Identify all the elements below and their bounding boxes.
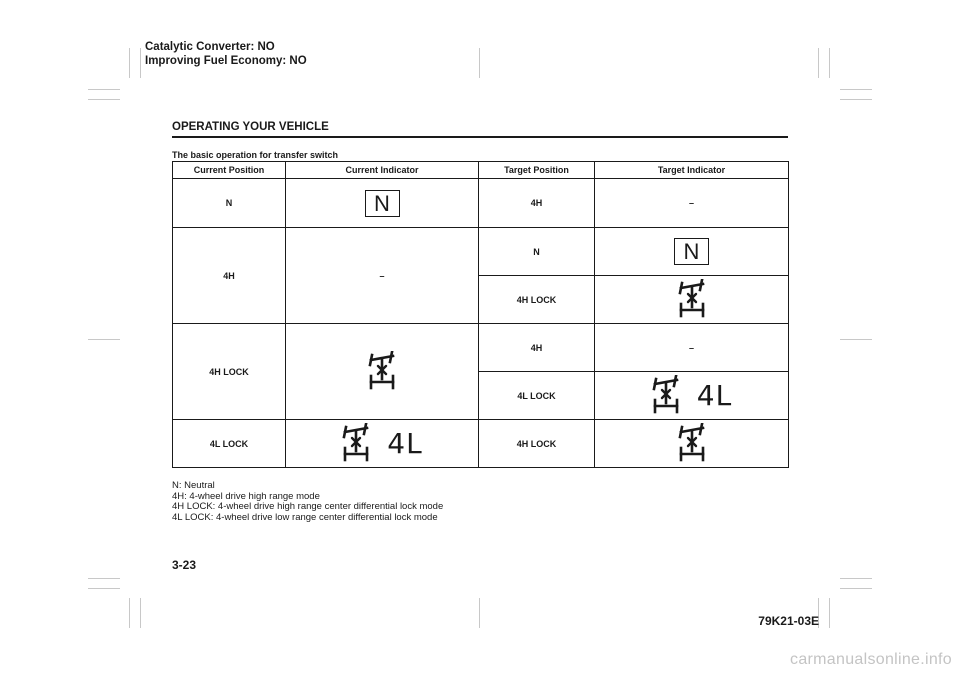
- target-position-cell: 4H LOCK: [479, 420, 595, 468]
- header-note-line-2: Improving Fuel Economy: NO: [145, 55, 307, 67]
- header-note: [145, 40, 307, 68]
- header-note-line-1: Catalytic Converter: NO: [145, 41, 275, 53]
- neutral-indicator-icon: N: [674, 238, 709, 265]
- section-title: OPERATING YOUR VEHICLE: [172, 121, 329, 133]
- 4wd-lock-indicator-icon: [341, 423, 371, 465]
- header-target-position: Target Position: [479, 162, 595, 179]
- target-indicator-cell: [595, 420, 789, 468]
- target-position-cell: 4H LOCK: [479, 276, 595, 324]
- crop-mark: [829, 598, 830, 628]
- table-row: [173, 179, 789, 228]
- page-number: 3-23: [172, 558, 197, 572]
- target-position-cell: 4H: [479, 179, 595, 228]
- target-position-cell: N: [479, 228, 595, 276]
- 4wd-lock-indicator-icon: [677, 423, 707, 465]
- 4l-indicator-text: 4L: [696, 379, 733, 412]
- header-target-indicator: Target Indicator: [595, 162, 789, 179]
- crop-mark: [88, 588, 120, 589]
- current-position-cell: 4L LOCK: [173, 420, 286, 468]
- crop-mark: [88, 99, 120, 100]
- current-position-cell: 4H: [173, 228, 286, 324]
- crop-mark: [479, 48, 480, 78]
- current-indicator-cell: [286, 324, 479, 420]
- note-line: 4L LOCK: 4-wheel drive low range center differential lock mode: [172, 511, 438, 523]
- crop-mark: [140, 48, 141, 78]
- table-row: [173, 228, 789, 276]
- crop-mark: [88, 578, 120, 579]
- target-indicator-cell: –: [595, 324, 789, 372]
- 4l-lock-indicator: [651, 375, 732, 417]
- target-position-cell: 4L LOCK: [479, 372, 595, 420]
- crop-mark: [840, 99, 872, 100]
- crop-mark: [88, 339, 120, 340]
- target-indicator-cell: [595, 228, 789, 276]
- transfer-switch-table: [172, 161, 789, 468]
- 4l-lock-indicator: [341, 423, 422, 465]
- section-divider: [172, 136, 788, 138]
- document-code: 79K21-03E: [758, 614, 819, 628]
- table-row: [173, 324, 789, 372]
- current-position-cell: 4H LOCK: [173, 324, 286, 420]
- crop-mark: [129, 598, 130, 628]
- current-indicator-cell: –: [286, 228, 479, 324]
- crop-mark: [818, 48, 819, 78]
- crop-mark: [479, 598, 480, 628]
- target-indicator-cell: [595, 276, 789, 324]
- crop-mark: [840, 588, 872, 589]
- current-position-cell: N: [173, 179, 286, 228]
- note-line: 4H: 4-wheel drive high range mode: [172, 490, 320, 502]
- 4wd-lock-indicator-icon: [367, 351, 397, 393]
- 4wd-lock-indicator-icon: [651, 375, 681, 417]
- note-line: 4H LOCK: 4-wheel drive high range center differential lock mode: [172, 501, 444, 512]
- table-row: [173, 420, 789, 468]
- neutral-indicator-icon: N: [365, 190, 400, 217]
- crop-mark: [129, 48, 130, 78]
- 4wd-lock-indicator-icon: [677, 279, 707, 321]
- crop-mark: [829, 48, 830, 78]
- table-header-row: [173, 162, 789, 179]
- note-line: N: Neutral: [172, 480, 215, 491]
- target-indicator-cell: –: [595, 179, 789, 228]
- target-indicator-cell: [595, 372, 789, 420]
- target-position-cell: 4H: [479, 324, 595, 372]
- current-indicator-cell: [286, 179, 479, 228]
- 4l-indicator-text: 4L: [387, 427, 423, 460]
- table-caption: The basic operation for transfer switch: [172, 150, 339, 160]
- crop-mark: [840, 578, 872, 579]
- header-current-position: Current Position: [173, 162, 286, 179]
- crop-mark: [840, 89, 872, 90]
- legend-notes: [172, 481, 443, 523]
- crop-mark: [840, 339, 872, 340]
- crop-mark: [140, 598, 141, 628]
- current-indicator-cell: [286, 420, 479, 468]
- watermark: carmanualsonline.info: [790, 651, 952, 668]
- header-current-indicator: Current Indicator: [286, 162, 479, 179]
- crop-mark: [88, 89, 120, 90]
